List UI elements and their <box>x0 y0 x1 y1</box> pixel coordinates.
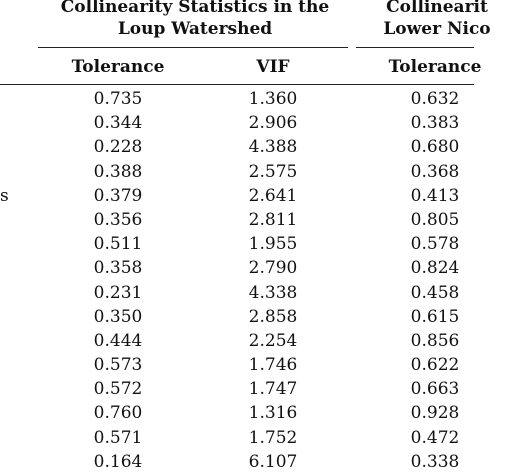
vif-cell: 1.747 <box>248 379 298 400</box>
tolerance-right-cell: 0.413 <box>410 185 460 206</box>
tolerance-right-cell: 0.663 <box>410 379 460 400</box>
vif-cell: 1.746 <box>248 355 298 376</box>
tolerance-left-cell: 0.356 <box>93 209 143 230</box>
table-row <box>0 426 474 450</box>
vif-cell: 2.906 <box>248 113 298 134</box>
tolerance-right-cell: 0.578 <box>410 234 460 255</box>
vif-cell: 4.388 <box>248 137 298 158</box>
vif-cell: 1.360 <box>248 89 298 109</box>
table-row <box>0 160 474 184</box>
group-header-lower-nico-line2: Lower Nico <box>383 19 491 39</box>
column-header-tolerance-left: Tolerance <box>71 57 165 77</box>
vif-cell: 2.641 <box>248 185 298 206</box>
table-row <box>0 450 474 474</box>
tolerance-right-cell: 0.472 <box>410 427 460 448</box>
tolerance-right-cell: 0.383 <box>410 113 460 134</box>
tolerance-right-cell: 0.856 <box>410 330 460 351</box>
tolerance-right-cell: 0.615 <box>410 306 460 327</box>
group-underline-right <box>356 47 474 48</box>
table-row <box>0 111 474 135</box>
tolerance-left-cell: 0.164 <box>93 451 143 472</box>
table-row <box>0 184 474 208</box>
tolerance-left-cell: 0.572 <box>93 379 143 400</box>
vif-cell: 4.338 <box>248 282 298 303</box>
tolerance-right-cell: 0.824 <box>410 258 460 279</box>
table-row <box>0 401 474 425</box>
vif-cell: 2.254 <box>248 330 298 351</box>
tolerance-left-cell: 0.760 <box>93 403 143 424</box>
group-header-lower-nico <box>352 0 522 40</box>
tolerance-left-cell: 0.571 <box>93 427 143 448</box>
group-header-loup-line2: Loup Watershed <box>117 19 273 39</box>
vif-cell: 1.316 <box>248 403 298 424</box>
table-row <box>0 281 474 305</box>
tolerance-right-cell: 0.338 <box>410 451 460 472</box>
tolerance-right-cell: 0.805 <box>410 209 460 230</box>
table-body <box>0 87 474 474</box>
tolerance-left-cell: 0.379 <box>93 185 143 206</box>
table-row <box>0 329 474 353</box>
tolerance-left-cell: 0.735 <box>93 89 143 109</box>
vif-cell: 2.811 <box>248 209 298 230</box>
table-row <box>0 377 474 401</box>
vif-cell: 1.752 <box>248 427 298 448</box>
group-header-loup <box>40 0 350 40</box>
vif-cell: 6.107 <box>248 451 298 472</box>
tolerance-right-cell: 0.368 <box>410 161 460 182</box>
group-header-lower-nico-line1: Collinearit <box>386 0 488 17</box>
tolerance-left-cell: 0.231 <box>93 282 143 303</box>
tolerance-left-cell: 0.350 <box>93 306 143 327</box>
tolerance-right-cell: 0.632 <box>410 89 460 109</box>
tolerance-left-cell: 0.228 <box>93 137 143 158</box>
table-row <box>0 87 474 111</box>
column-header-vif: VIF <box>256 57 290 77</box>
tolerance-left-cell: 0.511 <box>93 234 143 255</box>
table-row <box>0 353 474 377</box>
group-underline-left <box>38 47 348 48</box>
row-label-cell: s <box>0 185 9 206</box>
tolerance-left-cell: 0.573 <box>93 355 143 376</box>
tolerance-right-cell: 0.680 <box>410 137 460 158</box>
tolerance-right-cell: 0.458 <box>410 282 460 303</box>
tolerance-left-cell: 0.358 <box>93 258 143 279</box>
vif-cell: 1.955 <box>248 234 298 255</box>
vif-cell: 2.575 <box>248 161 298 182</box>
group-header-loup-line1: Collinearity Statistics in the <box>60 0 330 17</box>
table-row <box>0 256 474 280</box>
vif-cell: 2.858 <box>248 306 298 327</box>
tolerance-right-cell: 0.928 <box>410 403 460 424</box>
tolerance-left-cell: 0.388 <box>93 161 143 182</box>
column-header-tolerance-right: Tolerance <box>388 57 482 77</box>
tolerance-left-cell: 0.444 <box>93 330 143 351</box>
header-rule <box>0 84 474 85</box>
tolerance-right-cell: 0.622 <box>410 355 460 376</box>
tolerance-left-cell: 0.344 <box>93 113 143 134</box>
table-row <box>0 232 474 256</box>
table-row <box>0 208 474 232</box>
vif-cell: 2.790 <box>248 258 298 279</box>
table-row <box>0 135 474 159</box>
table-row <box>0 305 474 329</box>
